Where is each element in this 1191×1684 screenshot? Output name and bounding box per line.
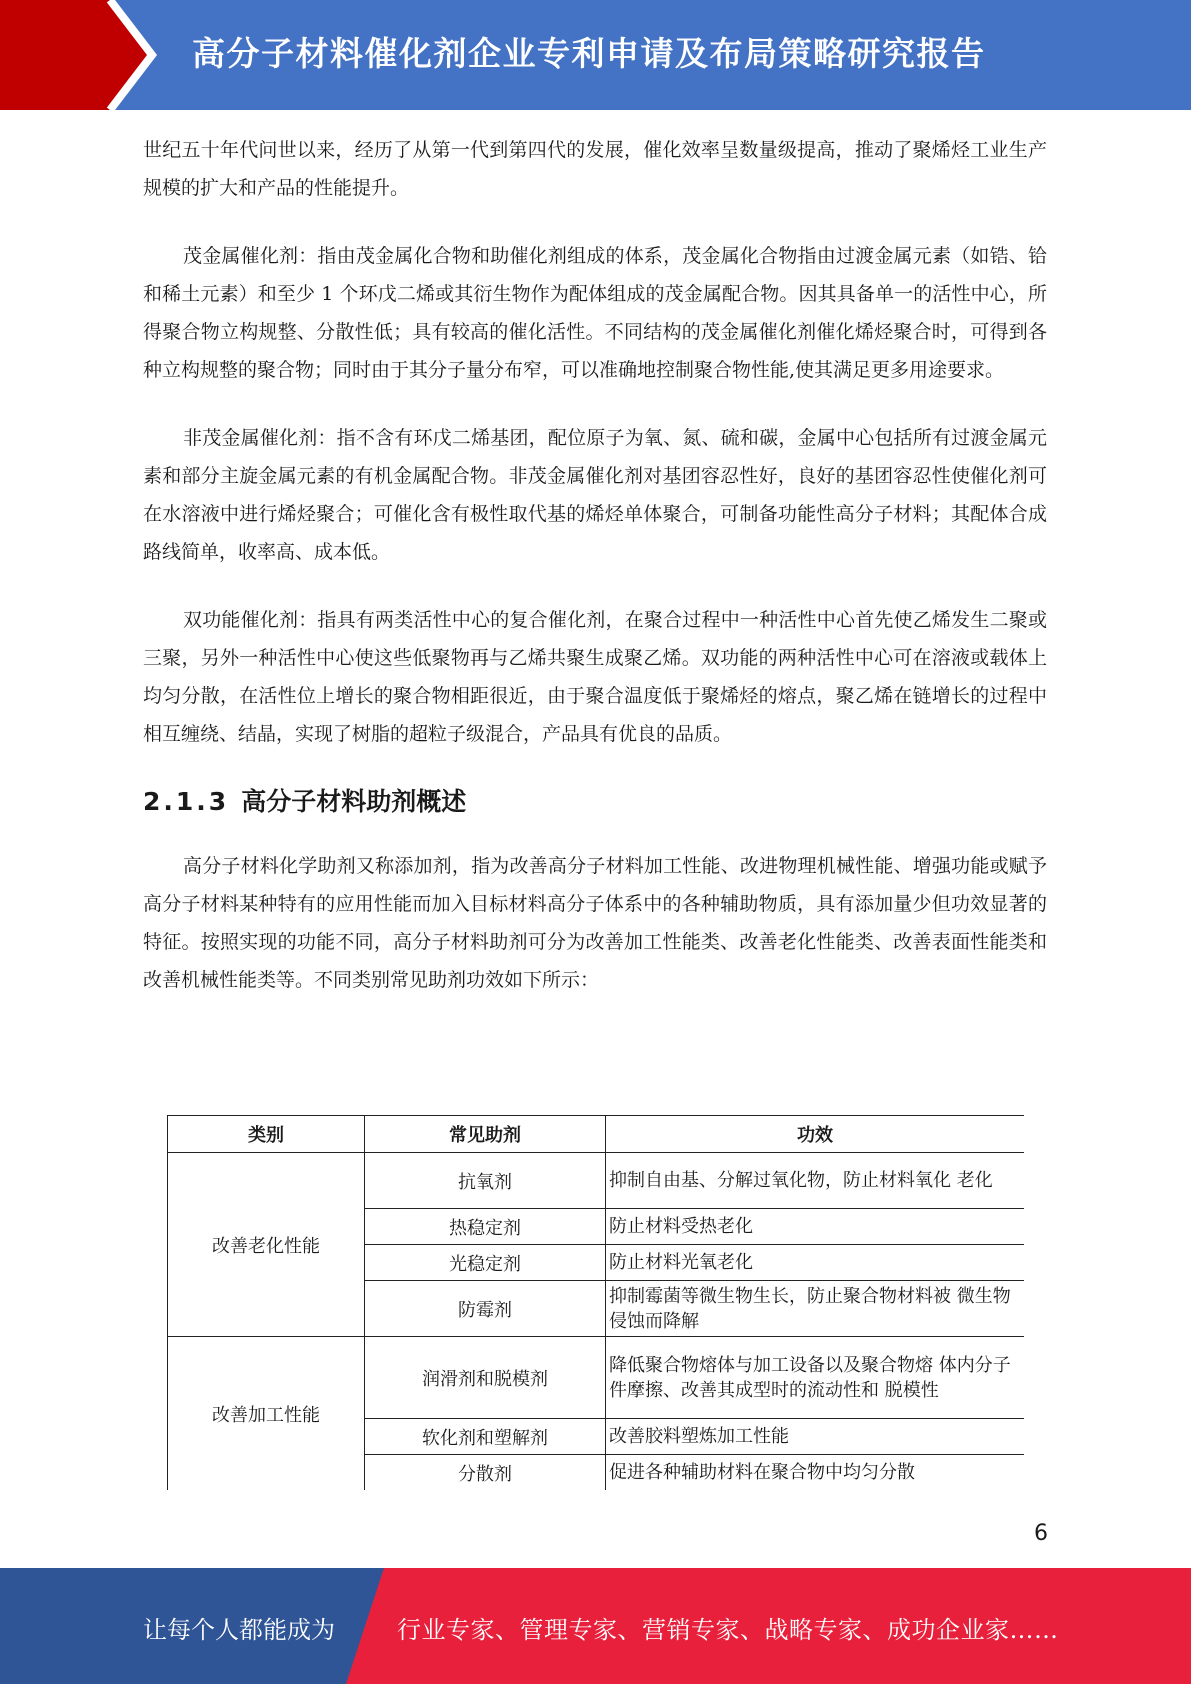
effect-cell: 降低聚合物熔体与加工设备以及聚合物熔 体内分子件摩擦、改善其成型时的流动性和 脱模性 xyxy=(606,1337,1025,1419)
header-agent: 常见助剂 xyxy=(365,1116,606,1153)
footer-slogan-right: 行业专家、管理专家、营销专家、战略专家、成功企业家…… xyxy=(397,1616,1059,1644)
page-number: 6 xyxy=(1034,1521,1048,1546)
additives-table-container xyxy=(167,1115,1024,1490)
paragraph-additives: 高分子材料化学助剂又称添加剂，指为改善高分子材料加工性能、改进物理机械性能、增强功能或赋予高分子材料某种特有的应用性能而加入目标材料高分子体系中的各种辅助物质，具有添加量少但功效显著的特征。按照实现的功能不同，高分子材料助剂可分为改善加工性能类、改善老化性能类、改善表面性能类和改善机械性能类等。不同类别常见助剂功效如下所示： xyxy=(143,855,1047,991)
section-heading xyxy=(143,785,1047,819)
paragraph-bifunctional: 双功能催化剂：指具有两类活性中心的复合催化剂，在聚合过程中一种活性中心首先使乙烯发生二聚或三聚，另外一种活性中心使这些低聚物再与乙烯共聚生成聚乙烯。双功能的两种活性中心可在溶液或载体上均匀分散，在活性位上增长的聚合物相距很近，由于聚合温度低于聚烯烃的熔点，聚乙烯在链增长的过程中相互缠绕、结晶，实现了树脂的超粒子级混合，产品具有优良的品质。 xyxy=(143,609,1047,745)
page-footer xyxy=(0,1568,1191,1684)
document-body xyxy=(143,131,1047,999)
agent-cell: 润滑剂和脱模剂 xyxy=(365,1337,606,1419)
page-header xyxy=(0,0,1191,110)
header-arrow-decoration xyxy=(0,0,170,110)
effect-cell: 促进各种辅助材料在聚合物中均匀分散 xyxy=(606,1455,1025,1491)
table-row xyxy=(168,1337,1025,1419)
agent-cell: 抗氧剂 xyxy=(365,1153,606,1209)
paragraph-non-metallocene: 非茂金属催化剂：指不含有环戊二烯基团，配位原子为氧、氮、硫和碳，金属中心包括所有过渡金属元素和部分主旋金属元素的有机金属配合物。非茂金属催化剂对基团容忍性好，良好的基团容忍性使催化剂可在水溶液中进行烯烃聚合；可催化含有极性取代基的烯烃单体聚合，可制备功能性高分子材料；其配体合成路线简单，收率高、成本低。 xyxy=(143,427,1047,563)
category-cell: 改善加工性能 xyxy=(168,1337,365,1491)
additives-table xyxy=(167,1115,1024,1490)
header-effect: 功效 xyxy=(606,1116,1025,1153)
effect-cell: 抑制自由基、分解过氧化物，防止材料氧化 老化 xyxy=(606,1153,1025,1209)
section-title: 高分子材料助剂概述 xyxy=(241,787,467,816)
agent-cell: 分散剂 xyxy=(365,1455,606,1491)
header-category: 类别 xyxy=(168,1116,365,1153)
category-cell: 改善老化性能 xyxy=(168,1153,365,1337)
effect-cell: 防止材料受热老化 xyxy=(606,1209,1025,1245)
agent-cell: 防霉剂 xyxy=(365,1281,606,1337)
report-title: 高分子材料催化剂企业专利申请及布局策略研究报告 xyxy=(192,34,986,73)
effect-cell: 改善胶料塑炼加工性能 xyxy=(606,1419,1025,1455)
agent-cell: 热稳定剂 xyxy=(365,1209,606,1245)
paragraph-metallocene: 茂金属催化剂：指由茂金属化合物和助催化剂组成的体系，茂金属化合物指由过渡金属元素（如锆、铪和稀土元素）和至少 1 个环戊二烯或其衍生物作为配体组成的茂金属配合物。因其具备单一的活性中心，所得聚合物立构规整、分散性低；具有较高的催化活性。不同结构的茂金属催化剂催化烯烃聚合时，可得到各种立构规整的聚合物；同时由于其分子量分布窄，可以准确地控制聚合物性能,使其满足更多用途要求。 xyxy=(143,245,1047,381)
table-row xyxy=(168,1153,1025,1209)
effect-cell: 抑制霉菌等微生物生长，防止聚合物材料被 微生物侵蚀而降解 xyxy=(606,1281,1025,1337)
table-header-row xyxy=(168,1116,1025,1153)
agent-cell: 软化剂和塑解剂 xyxy=(365,1419,606,1455)
paragraph-continuation: 世纪五十年代问世以来，经历了从第一代到第四代的发展，催化效率呈数量级提高，推动了聚烯烃工业生产规模的扩大和产品的性能提升。 xyxy=(143,139,1047,199)
agent-cell: 光稳定剂 xyxy=(365,1245,606,1281)
footer-slogan-left: 让每个人都能成为 xyxy=(143,1616,335,1644)
section-number: 2.1.3 xyxy=(143,787,230,816)
effect-cell: 防止材料光氧老化 xyxy=(606,1245,1025,1281)
